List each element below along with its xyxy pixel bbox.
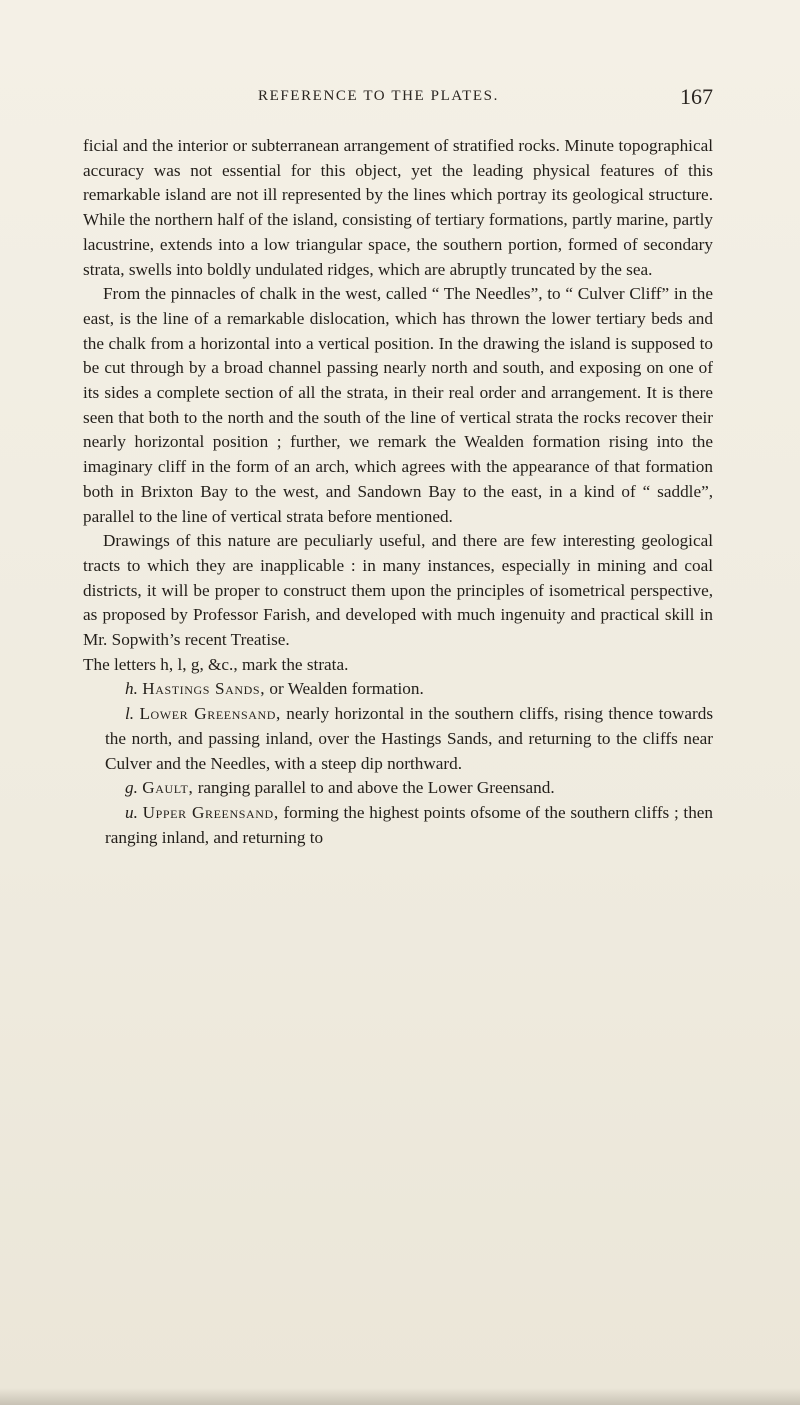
legend-key: g. [125, 778, 138, 798]
legend-name: Gault, [142, 778, 194, 798]
legend-key: l. [125, 704, 135, 724]
legend-item-l [83, 702, 713, 776]
legend-name: Hastings Sands, [142, 679, 266, 699]
paragraph-3: Drawings of this nature are peculiarly useful, and there are few interesting geological tracts to which they are inapplicable : in many instances, especially in mining and coal districts, it will be proper to construct them upon the principles of isometrical perspective, as proposed by Professor Farish, and developed with much ingenuity and practical skill in Mr. Sopwith’s recent Treatise. [83, 531, 713, 650]
paragraph-1: ficial and the interior or subterranean arrangement of stratified rocks. Minute topographical accuracy was not essential for this object, yet the leading physical features of this remarkable island are not ill represented by the lines which portray its geological structure. While the northern half of the island, consisting of tertiary formations, partly marine, partly lacustrine, extends into a low triangular space, the southern portion, formed of secondary strata, swells into boldly undulated ridges, which are abruptly truncated by the sea. [83, 136, 713, 279]
legend-text: or Wealden formation. [265, 679, 424, 699]
paragraph-2: From the pinnacles of chalk in the west, called “ The Needles”, to “ Culver Cliff” in the east, is the line of a remarkable dislocation, which has thrown the lower tertiary beds and the chalk from a horizontal into a vertical position. In the drawing the island is supposed to be cut through by a broad channel passing nearly north and south, and exposing on one of its sides a complete section of all the strata, in their real order and arrangement. It is there seen that both to the north and the south of the line of vertical strata the rocks recover their nearly horizontal position ; further, we remark the Wealden formation rising into the imaginary cliff in the form of an arch, which agrees with the appearance of that formation both in Brixton Bay to the west, and Sandown Bay to the east, in a kind of “ saddle”, parallel to the line of vertical strata before mentioned. [83, 284, 713, 526]
legend-name: Lower Greensand, [139, 704, 281, 724]
legend-text: ranging parallel to and above the Lower Greensand. [193, 778, 555, 798]
page-bottom-edge [0, 1388, 800, 1405]
legend-key: h. [125, 679, 138, 699]
legend-intro: The letters h, l, g, &c., mark the strata. [83, 654, 349, 674]
legend-text: forming the highest points ofsome of the southern cliffs ; then ranging inland, and returning to [105, 802, 714, 847]
running-title: REFERENCE TO THE PLATES. [258, 88, 499, 104]
legend-text: nearly horizontal in the southern cliffs, rising thence towards the north, and passing inland, over the Hastings Sands, and returning to the cliffs near Culver and the Needles, with a steep dip northward. [105, 704, 714, 773]
legend-name: Upper Greensand, [142, 802, 279, 822]
running-head [0, 84, 800, 114]
legend-item-h [83, 677, 713, 702]
legend-item-g [83, 776, 713, 801]
legend-key: u. [125, 802, 138, 822]
body-text [83, 134, 713, 850]
legend-item-u [83, 801, 713, 850]
page-number: 167 [680, 84, 713, 109]
